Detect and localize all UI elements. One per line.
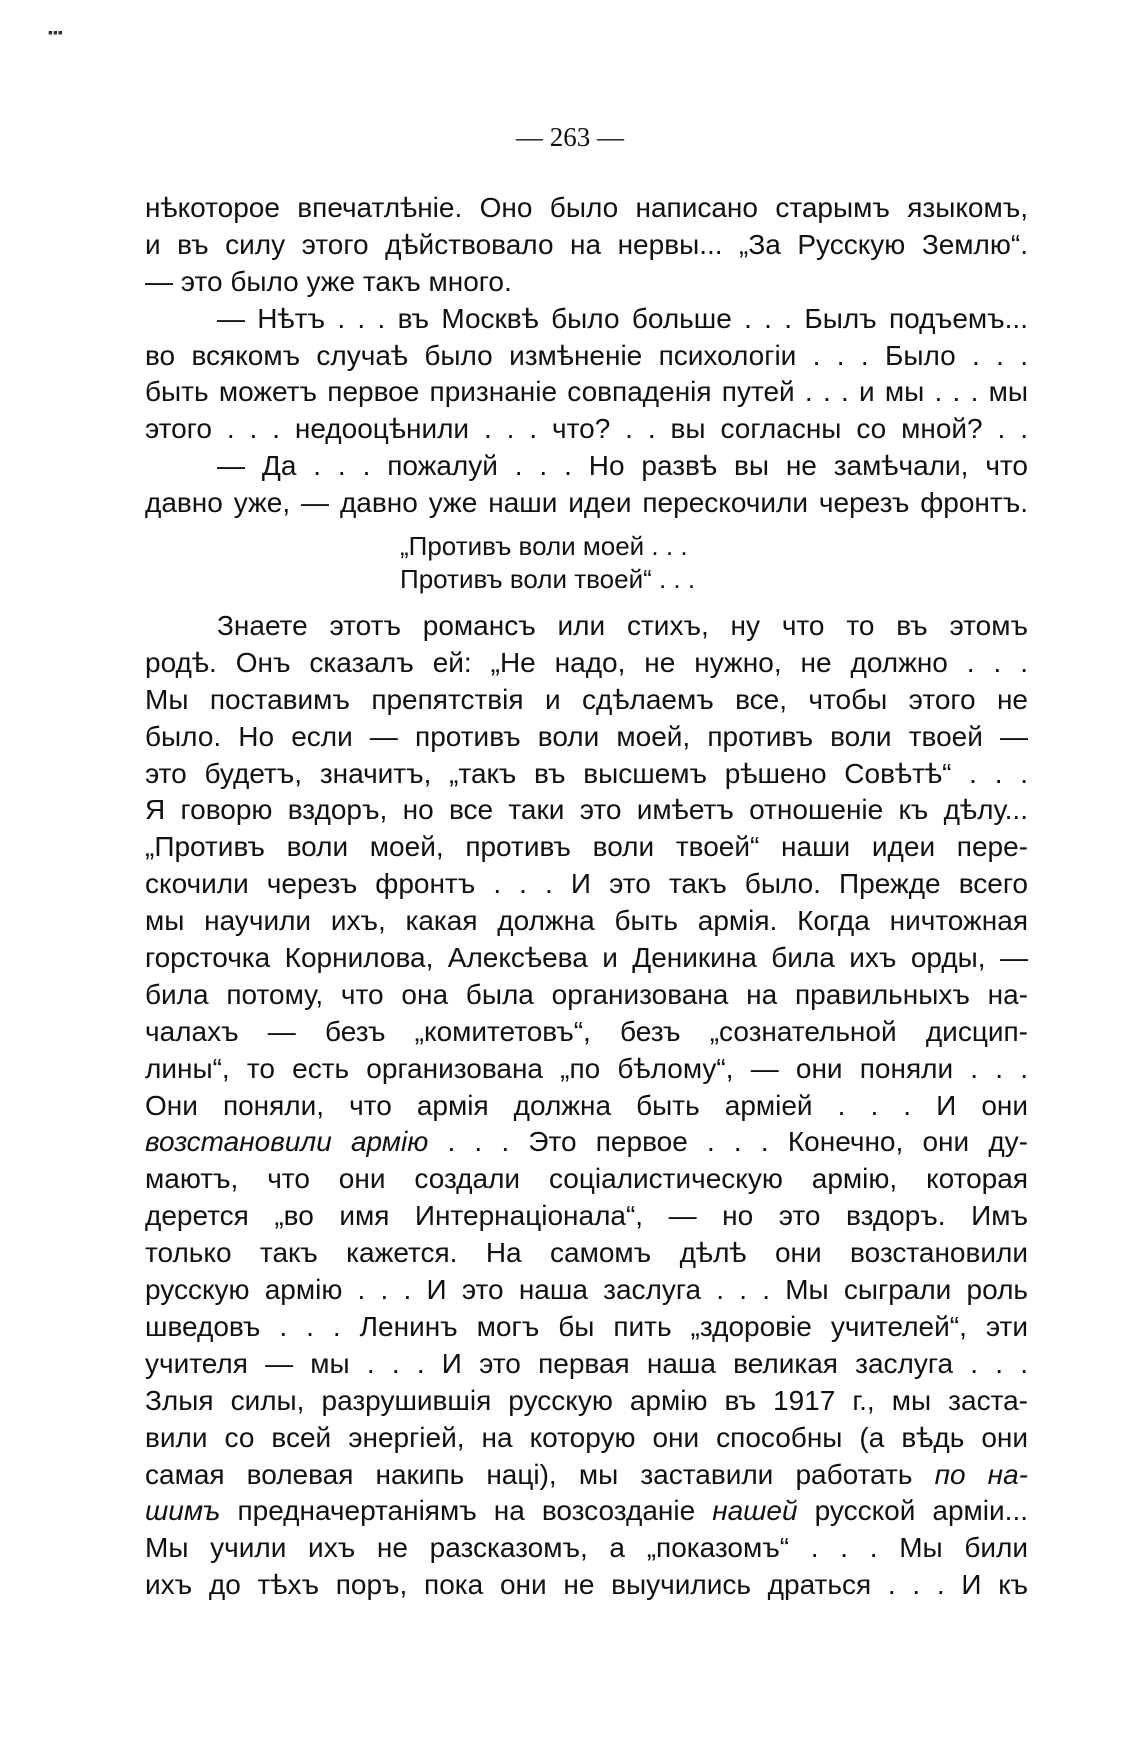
text-line: русскую армію . . . И это наша заслуга . . . Мы сыграли роль bbox=[145, 1274, 1028, 1306]
text-line: чалахъ — безъ „комитетовъ“, безъ „сознательной дисцип- bbox=[145, 1015, 1028, 1047]
text-line: родѣ. Онъ сказалъ ей: „Не надо, не нужно, не должно . . . bbox=[145, 646, 1028, 678]
text-line: этого . . . недооцѣнили . . . что? . . вы согласны со мной? . . bbox=[145, 413, 1028, 445]
italic-text: возстановили армію bbox=[145, 1126, 429, 1158]
text-line: дерется „во имя Интернаціонала“, — но это вздоръ. Имъ bbox=[145, 1200, 1028, 1232]
text-line: Я говорю вздоръ, но все таки это имѣетъ отношеніе къ дѣлу... bbox=[145, 794, 1028, 826]
text-line: мы научили ихъ, какая должна быть армія. Когда ничтожная bbox=[145, 905, 1028, 937]
italic-text: нашей bbox=[712, 1495, 798, 1527]
text-line: вили со всей энергіей, на которую они способны (а вѣдь они bbox=[145, 1421, 1028, 1453]
text-fragment: . . . Это первое . . . Конечно, они ду- bbox=[428, 1126, 1028, 1158]
text-line: и въ силу этого дѣйствовало на нервы... „За Русскую Землю“. bbox=[145, 228, 1028, 260]
text-fragment: русской арміи... bbox=[797, 1495, 1028, 1527]
paragraph bbox=[145, 608, 1028, 1604]
poem-line: „Противъ воли моей . . . bbox=[400, 531, 688, 562]
text-fragment: самая волевая накипь наці), мы заставили работать bbox=[145, 1458, 935, 1490]
body-text bbox=[145, 190, 1028, 1604]
text-line: Они поняли, что армія должна быть арміей . . . И они bbox=[145, 1089, 1028, 1121]
italic-text: шимъ bbox=[145, 1495, 221, 1527]
text-fragment: предначертаніямъ на возсозданіе bbox=[220, 1495, 713, 1527]
text-line: „Противъ воли моей, противъ воли твоей“ наши идеи пере- bbox=[145, 831, 1028, 863]
text-line: Мы поставимъ препятствія и сдѣлаемъ все, чтобы этого не bbox=[145, 683, 1028, 715]
poem-line: Противъ воли твоей“ . . . bbox=[400, 564, 696, 595]
text-line: — Нѣтъ . . . въ Москвѣ было больше . . . Былъ подъемъ... bbox=[217, 302, 1028, 334]
text-line: скочили черезъ фронтъ . . . И это такъ было. Прежде всего bbox=[145, 868, 1028, 900]
italic-text: по на- bbox=[934, 1458, 1028, 1490]
text-line: шведовъ . . . Ленинъ могъ бы пить „здоровіе учителей“, эти bbox=[145, 1310, 1028, 1342]
text-line: было. Но если — противъ воли моей, противъ воли твоей — bbox=[145, 720, 1028, 752]
text-line: учителя — мы . . . И это первая наша великая заслуга . . . bbox=[145, 1347, 1028, 1379]
text-line: лины“, то есть организована „по бѣлому“, — они поняли . . . bbox=[145, 1052, 1028, 1084]
text-line: Знаете этотъ романсъ или стихъ, ну что то въ этомъ bbox=[217, 610, 1028, 642]
text-line: — Да . . . пожалуй . . . Но развѣ вы не замѣчали, что bbox=[217, 450, 1028, 482]
text-line bbox=[145, 1493, 1028, 1530]
text-line: быть можетъ первое признаніе совпаденія путей . . . и мы . . . мы bbox=[145, 376, 1028, 408]
text-line: Мы учили ихъ не разсказомъ, а „показомъ“ . . . Мы били bbox=[145, 1532, 1028, 1564]
text-line bbox=[145, 1457, 1028, 1494]
page-number: — 263 — bbox=[516, 122, 624, 152]
text-line: ихъ до тѣхъ поръ, пока они не выучились драться . . . И къ bbox=[145, 1569, 1028, 1601]
text-line bbox=[145, 1124, 1028, 1161]
text-line: давно уже, — давно уже наши идеи перескочили черезъ фронтъ. bbox=[145, 487, 1028, 519]
text-line: это будетъ, значитъ, „такъ въ высшемъ рѣшено Совѣтѣ“ . . . bbox=[145, 757, 1028, 789]
text-line: маютъ, что они создали соціалистическую армію, которая bbox=[145, 1163, 1028, 1195]
text-line: только такъ кажется. На самомъ дѣлѣ они возстановили bbox=[145, 1237, 1028, 1269]
text-line: горсточка Корнилова, Алексѣева и Деникина била ихъ орды, — bbox=[145, 942, 1028, 974]
scan-speck: ▪▪▪ bbox=[48, 24, 63, 40]
text-line: нѣкоторое впечатлѣніе. Оно было написано старымъ языкомъ, bbox=[145, 192, 1028, 223]
text-line: била потому, что она была организована на правильныхъ на- bbox=[145, 978, 1028, 1010]
text-line: Злыя силы, разрушившія русскую армію въ 1917 г., мы заста- bbox=[145, 1384, 1028, 1416]
poem-quote bbox=[145, 530, 1028, 596]
text-line: — это было уже такъ много. bbox=[145, 265, 512, 297]
text-line: во всякомъ случаѣ было измѣненіе психологіи . . . Было . . . bbox=[145, 339, 1028, 371]
